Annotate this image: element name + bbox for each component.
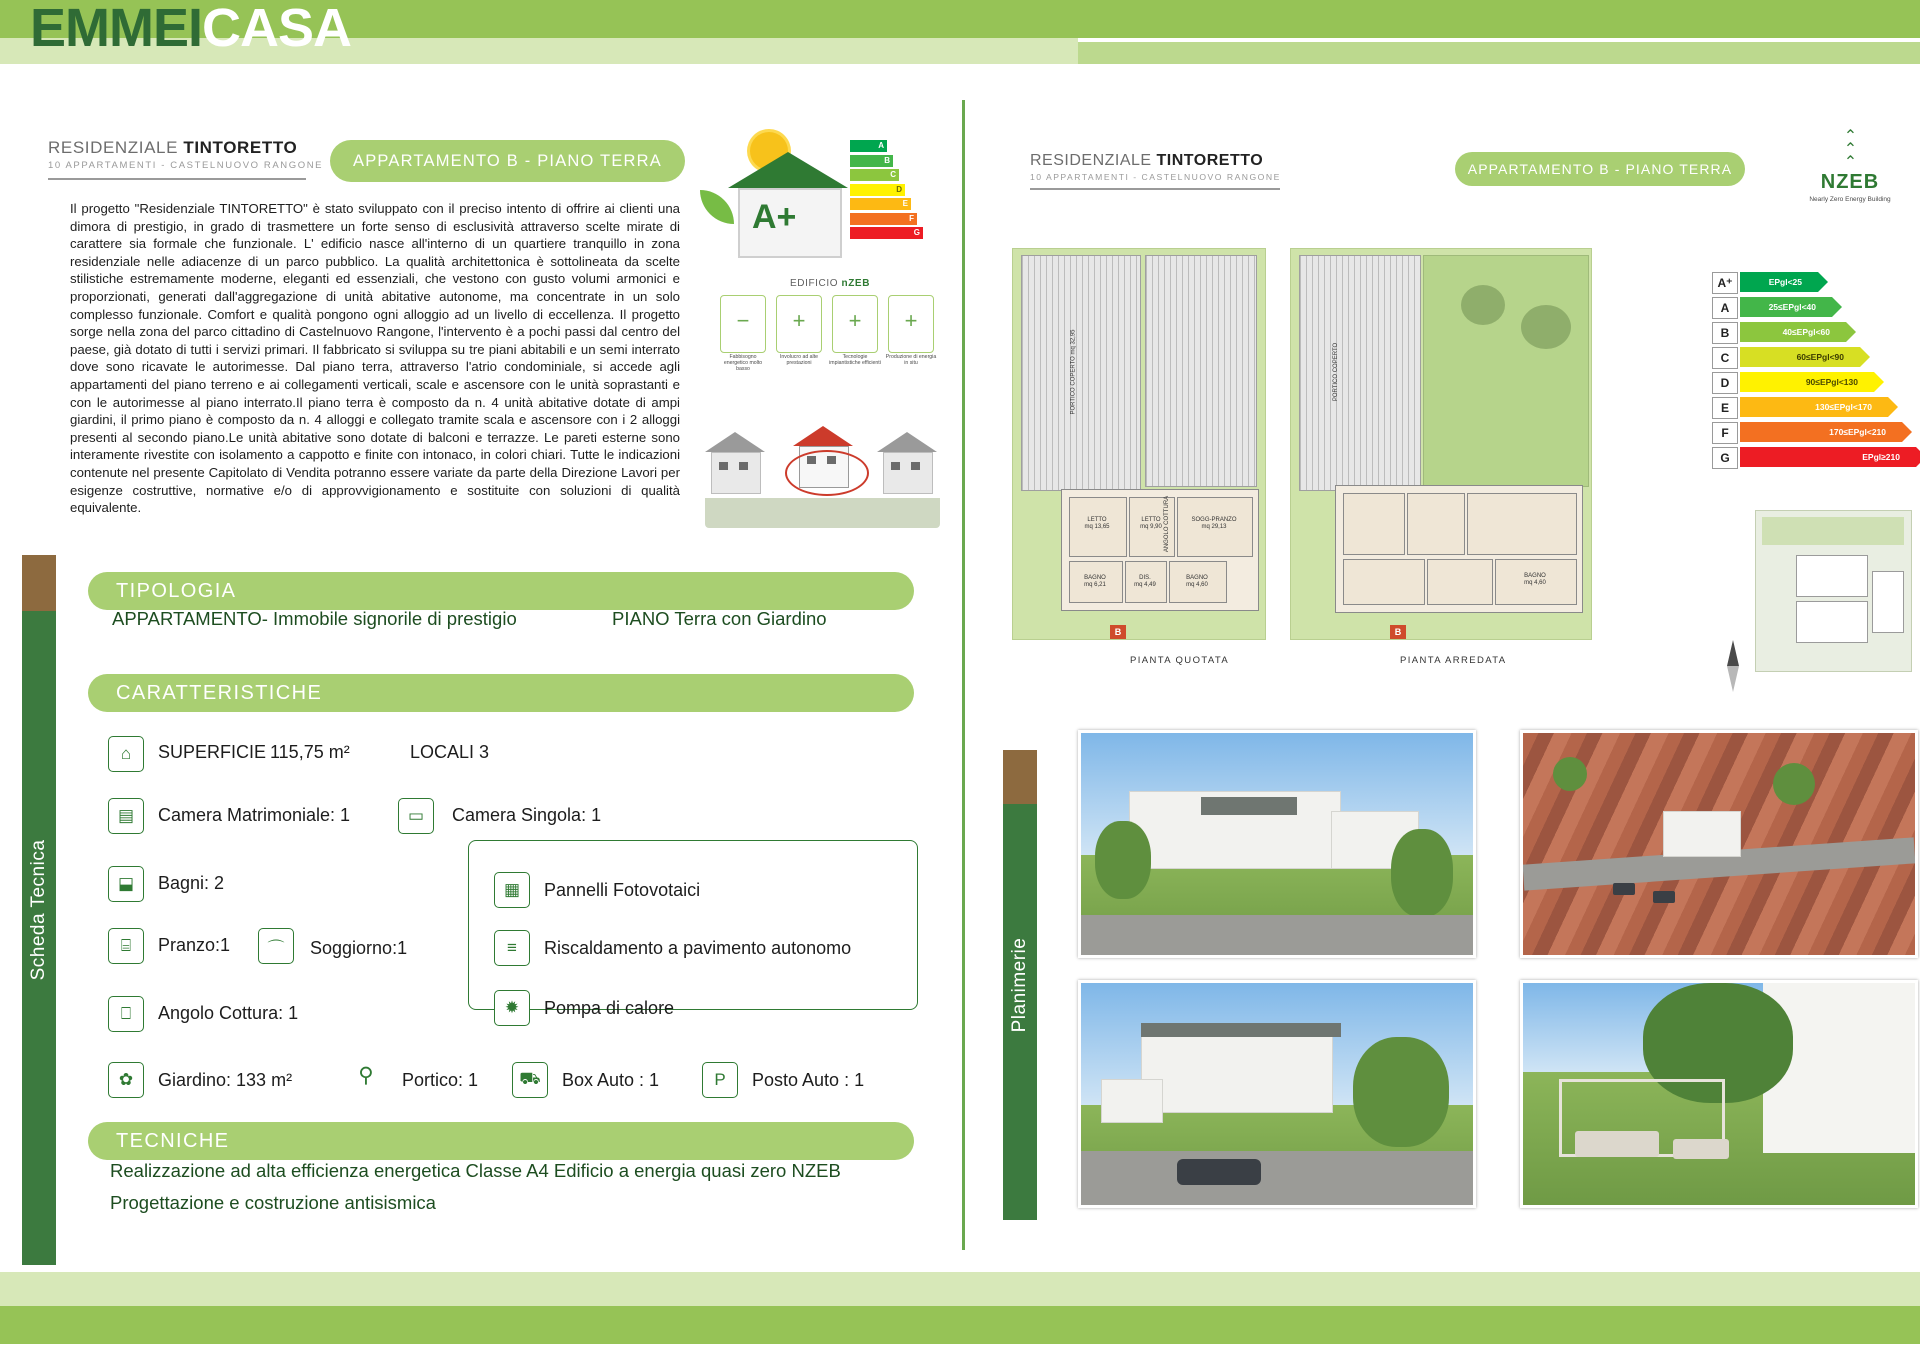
portico-icon: ⚲ — [358, 1063, 374, 1087]
right-project-title — [1030, 152, 1300, 182]
photo-render-garden-pergola — [1520, 980, 1918, 1208]
section-pill-tipologia: TIPOLOGIA — [88, 572, 914, 610]
right-title-underline — [1030, 188, 1280, 190]
energy-scale-bar — [1740, 422, 1902, 442]
energy-scale-bar — [1740, 297, 1832, 317]
plan-hatch-area-2 — [1145, 255, 1257, 487]
dining-icon: ⌸ — [108, 928, 144, 964]
left-title-underline — [48, 178, 306, 180]
nzeb-card-3-glyph: + — [848, 308, 862, 333]
equipment-pompa-di-calore: Pompa di calore — [544, 998, 675, 1018]
energy-scale-bar — [1740, 347, 1860, 367]
feature-posto-auto: Posto Auto : 1 — [752, 1070, 865, 1090]
tipologia-line-a: APPARTAMENTO- Immobile signorile di prestigio — [112, 608, 517, 629]
superficie-label: SUPERFICIE — [158, 742, 267, 762]
equipment-box — [468, 840, 918, 1010]
nzeb-card-4-caption: Produzione di energia in situ — [885, 354, 937, 366]
nzeb-card-2-caption: Involucro ad alte prestazioni — [779, 354, 819, 366]
left-title-prefix: RESIDENZIALE — [48, 138, 184, 157]
energy-scale-row — [1712, 272, 1912, 294]
energy-scale-row — [1712, 347, 1912, 369]
plan-label-letto-2: LETTO mq 9,90 — [1140, 517, 1162, 530]
banner-lightgreen-right — [1078, 42, 1920, 66]
edificio-label-bold: nZEB — [841, 278, 871, 289]
feature-box-auto: Box Auto : 1 — [562, 1070, 660, 1090]
energy-scale-bar — [1740, 322, 1846, 342]
energy-scale-text: 90≤EPgl<130 — [1805, 377, 1858, 387]
energy-scale-text: EPgl<25 — [1768, 277, 1802, 287]
keymap-unit-3 — [1872, 571, 1904, 633]
nzeb-card-3-caption: Tecnologie impiantistiche efficienti — [829, 354, 881, 366]
energy-scale-bar — [1740, 272, 1818, 292]
house-roof-shape — [728, 152, 848, 188]
feature-pranzo: Pranzo:1 — [158, 935, 231, 955]
sidebar-tab-accent-left — [22, 555, 56, 611]
plan-furnished-bath-2 — [1427, 559, 1493, 605]
single-bed-icon: ▭ — [398, 798, 434, 834]
nzeb-card-4 — [885, 295, 937, 366]
nzeb-card-1-glyph: − — [736, 308, 750, 333]
energy-scale-letter: A⁺ — [1712, 272, 1738, 294]
energy-scale-letter: F — [1712, 422, 1738, 444]
feature-giardino: Giardino: 133 m² — [158, 1070, 293, 1090]
cert-bar: F — [850, 213, 917, 225]
energy-scale-letter: A — [1712, 297, 1738, 319]
feature-soggiorno: Soggiorno:1 — [310, 938, 408, 958]
left-title-bold: TINTORETTO — [183, 138, 298, 157]
equipment-riscaldamento: Riscaldamento a pavimento autonomo — [544, 938, 852, 958]
equipment-pannelli-fotovoltaici: Pannelli Fotovotaici — [544, 880, 701, 900]
plan-furnished-living — [1467, 493, 1577, 555]
plan-furnished-room-2 — [1407, 493, 1465, 555]
sidebar-tab-scheda-tecnica-label: Scheda Tecnica — [28, 839, 49, 981]
edificio-nzeb-cards — [720, 295, 940, 375]
energy-scale-text: 170≤EPgl<210 — [1829, 427, 1886, 437]
keymap-green-area — [1762, 517, 1904, 545]
plan-vert-label-portico: PORTICO COPERTO mq 32,95 — [1070, 329, 1077, 415]
left-project-title — [48, 138, 328, 171]
energy-scale-row — [1712, 372, 1912, 394]
kitchenette-icon: ⎕ — [108, 996, 144, 1032]
column-divider — [962, 100, 965, 1250]
left-apartment-pill: APPARTAMENTO B - PIANO TERRA — [330, 140, 685, 182]
energy-scale-text: 60≤EPgl<90 — [1796, 352, 1844, 362]
photo-render-building-street — [1078, 980, 1476, 1208]
plan-label-soggiorno: SOGG-PRANZO mq 29,13 — [1191, 517, 1237, 530]
plan-vert-label-portico-2: PORTICO COPERTO — [1333, 342, 1340, 402]
nzeb-card-4-glyph: + — [904, 308, 918, 333]
feature-camera-singola: Camera Singola: 1 — [452, 805, 602, 825]
heat-pump-icon: ✹ — [494, 990, 530, 1026]
highlight-ellipse — [785, 450, 869, 496]
plan-badge-right: B — [1390, 625, 1406, 639]
plan-label-bagno-2: BAGNO mq 4,60 — [1186, 575, 1208, 588]
brand-logo — [30, 0, 352, 58]
plan-tree-icon-2 — [1521, 305, 1571, 349]
underfloor-heating-icon: ≡ — [494, 930, 530, 966]
nzeb-card-2 — [776, 295, 822, 366]
key-map — [1755, 510, 1912, 672]
energy-scale-text: 25≤EPgl<40 — [1768, 302, 1816, 312]
nzeb-chevrons-icon: ⌃ ⌃ ⌃ — [1843, 128, 1857, 171]
photo-render-building-front — [1078, 730, 1476, 958]
banner-white-strip — [0, 64, 1920, 88]
energy-class-label: A+ — [752, 198, 797, 236]
feature-portico: Portico: 1 — [402, 1070, 479, 1090]
energy-class-scale — [1712, 272, 1912, 472]
section-pill-tecniche: TECNICHE — [88, 1122, 914, 1160]
compass-icon — [1707, 640, 1757, 694]
energy-scale-text: 130≤EPgl<170 — [1815, 402, 1872, 412]
tipologia-line-b: PIANO Terra con Giardino — [612, 608, 827, 629]
bottom-band-white — [0, 1344, 1920, 1358]
plan-tree-icon — [1461, 285, 1505, 325]
plan-hatch-area-3 — [1299, 255, 1421, 491]
garage-icon: ⛟ — [512, 1062, 548, 1098]
plan-vert-label-cottura: ANGOLO COTTURA — [1164, 495, 1171, 553]
nzeb-card-3 — [829, 295, 881, 366]
sidebar-tab-scheda-tecnica — [22, 555, 56, 1265]
energy-scale-letter: B — [1712, 322, 1738, 344]
feature-camera-matrimoniale: Camera Matrimoniale: 1 — [158, 805, 351, 825]
garden-icon: ✿ — [108, 1062, 144, 1098]
feature-angolo-cottura: Angolo Cottura: 1 — [158, 1003, 299, 1023]
house-left-icon — [705, 432, 765, 494]
project-description: Il progetto "Residenziale TINTORETTO" è stato sviluppato con il preciso intento di offrire ai clienti una dimora di prestigio, in grado di trasmettere un forte senso di esclusività attraverso scelte mirate di carattere sia formale che funzionale. L' edificio nasce all'interno di un quartiere tranquillo in zona residenziale nelle adiacenze di un parco pubblico. La qualità architettonica è sottolineata da scelte stilistiche estremamente moderne, eleganti ed essenziali, che vestono con gusto volumi armonici e proporzionati, generati dall'aggregazione di unità abitative autonome, ma concentrate in un solo complesso funzionale. Comfort e qualità pongono ogni alloggio ad un livello di eccellenza. Il progetto sorge nella zona del parco cittadino di Castelnuovo Rangone, l'intervento è a pochi passi dal centro del paese, già dotato di tutti i servizi primari. Il fabbricato si sviluppa su tre piani abitabili e un semi interrato dove sono ricavate le autorimesse. Dal piano terra, attraverso l'atrio condominiale, si accede agli appartamenti del piano terreno e ai collegamenti verticali, scale e ascensore con le unità soprastanti e con le autorimesse al piano interrato.Il piano terra è composto da n. 4 unità abitative dotate di ampi giardini, il primo piano è composto da n. 4 alloggi e collegato tramite scala e ascensore con i 2 alloggi presenti al secondo piano.Le unità abitative sono dotate di balconi e terrazze. Le pareti esterne sono interamente rivestite con isolamento a cappotto e finite con intonaco, in colori chiari. Tutte le indicazioni contenute nel presente Capitolato di Vendita potranno essere variate da parte della Direzione Lavori per esigenze costruttive, normative e/o di approvvigionamento e sostituite con soluzioni di qualità equivalente. — [70, 201, 680, 516]
edificio-nzeb-label — [790, 278, 870, 289]
energy-scale-row — [1712, 422, 1912, 444]
nzeb-card-1-caption: Fabbisogno energetico molto basso — [723, 354, 763, 372]
energy-scale-bar — [1740, 447, 1916, 467]
energy-scale-row — [1712, 322, 1912, 344]
floorplan-quotata — [1012, 248, 1266, 640]
houses-highlight-graphic — [705, 410, 940, 540]
bottom-band-light — [0, 1272, 1920, 1306]
cert-bar: G — [850, 227, 923, 239]
energy-scale-letter: D — [1712, 372, 1738, 394]
right-apartment-pill: APPARTAMENTO B - PIANO TERRA — [1455, 152, 1745, 186]
energy-scale-text: EPgl≥210 — [1862, 452, 1900, 462]
energy-scale-letter: E — [1712, 397, 1738, 419]
edificio-label-prefix: EDIFICIO — [790, 278, 842, 289]
parking-icon: P — [702, 1062, 738, 1098]
cert-bar: A — [850, 140, 887, 152]
cert-bar: E — [850, 198, 911, 210]
energy-class-bars — [850, 140, 923, 242]
ground-shape — [705, 498, 940, 528]
nzeb-card-2-glyph: + — [792, 308, 806, 333]
energy-scale-letter: G — [1712, 447, 1738, 469]
cert-bar: B — [850, 155, 893, 167]
cert-bar: D — [850, 184, 905, 196]
double-bed-icon: ▤ — [108, 798, 144, 834]
locali-value: LOCALI 3 — [410, 742, 490, 762]
plan-label-disimpegno: DIS. mq 4,49 — [1134, 575, 1156, 588]
sidebar-tab-accent-right — [1003, 750, 1037, 804]
plan-label-letto-1: LETTO mq 13,65 — [1084, 517, 1110, 530]
sofa-icon: ⌒ — [258, 928, 294, 964]
house-right-icon — [877, 432, 937, 494]
plan-caption-left: PIANTA QUOTATA — [1130, 655, 1230, 666]
right-subtitle: 10 APPARTAMENTI - CASTELNUOVO RANGONE — [1030, 172, 1281, 182]
tecniche-line-a: Realizzazione ad alta efficienza energetica Classe A4 Edificio a energia quasi zero NZEB — [110, 1160, 841, 1181]
feature-bagni: Bagni: 2 — [158, 873, 225, 893]
energy-scale-row — [1712, 447, 1912, 469]
sidebar-tab-planimerie — [1003, 750, 1037, 1220]
surface-house-icon: ⌂ — [108, 736, 144, 772]
banner-green-right — [1078, 0, 1920, 38]
house-icon — [728, 152, 848, 257]
floorplan-arredata — [1290, 248, 1592, 640]
left-subtitle: 10 APPARTAMENTI - CASTELNUOVO RANGONE — [48, 160, 324, 171]
plan-label-bagno-furnished: BAGNO mq 4,60 — [1524, 573, 1546, 586]
nzeb-card-1 — [720, 295, 766, 372]
keymap-unit-1 — [1796, 555, 1868, 597]
bathroom-icon: ⬓ — [108, 866, 144, 902]
plan-furnished-room-1 — [1343, 493, 1405, 555]
solar-panel-icon: ▦ — [494, 872, 530, 908]
plan-hatch-area — [1021, 255, 1141, 491]
plan-caption-right: PIANTA ARREDATA — [1400, 655, 1507, 666]
cert-bar: C — [850, 169, 899, 181]
plan-badge-left: B — [1110, 625, 1126, 639]
nzeb-title: NZEB — [1820, 171, 1880, 193]
brand-logo-casa: CASA — [202, 0, 352, 58]
keymap-unit-2 — [1796, 601, 1868, 643]
right-title-prefix: RESIDENZIALE — [1030, 152, 1157, 169]
plan-label-bagno-1: BAGNO mq 6,21 — [1084, 575, 1106, 588]
superficie-value: 115,75 m² — [270, 742, 350, 762]
energy-scale-letter: C — [1712, 347, 1738, 369]
photo-aerial-neighborhood — [1520, 730, 1918, 958]
bottom-band-green — [0, 1306, 1920, 1344]
energy-scale-row — [1712, 397, 1912, 419]
energy-certificate-graphic — [700, 130, 940, 270]
right-title-bold: TINTORETTO — [1156, 152, 1264, 169]
energy-scale-row — [1712, 297, 1912, 319]
energy-scale-text: 40≤EPgl<60 — [1782, 327, 1830, 337]
energy-scale-bar — [1740, 397, 1888, 417]
plan-furnished-bath-1 — [1343, 559, 1425, 605]
sidebar-tab-planimerie-label: Planimerie — [1009, 937, 1030, 1033]
tecniche-line-b: Progettazione e costruzione antisismica — [110, 1192, 436, 1213]
section-pill-caratteristiche: CARATTERISTICHE — [88, 674, 914, 712]
brand-logo-emmei: EMMEI — [30, 0, 203, 58]
nzeb-badge — [1790, 130, 1910, 203]
top-banner — [0, 0, 1920, 88]
energy-scale-bar — [1740, 372, 1874, 392]
nzeb-subtitle: Nearly Zero Energy Building — [1809, 196, 1891, 203]
plan-garden-area — [1423, 255, 1589, 487]
